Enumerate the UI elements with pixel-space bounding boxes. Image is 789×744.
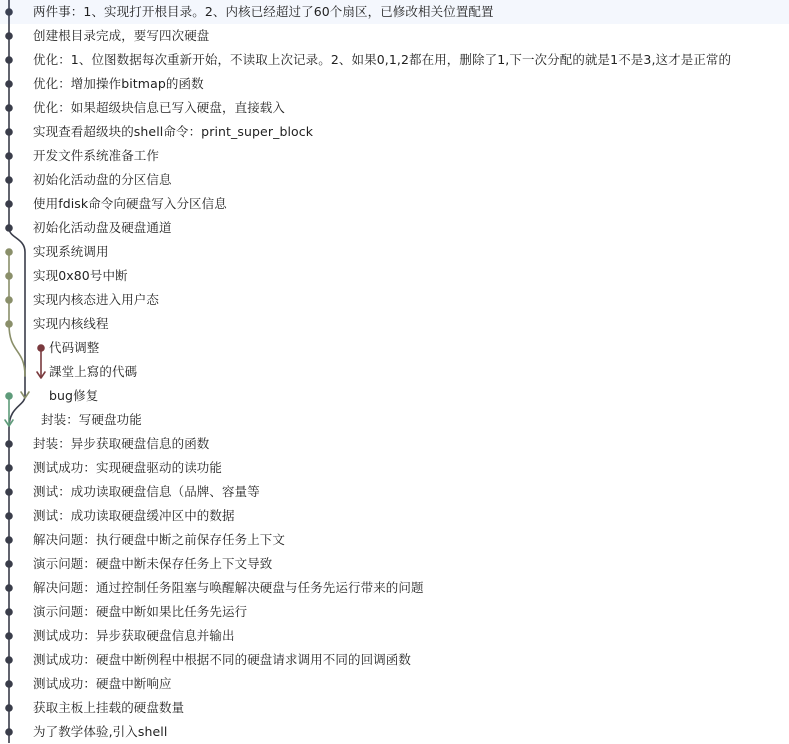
commit-message: 获取主板上挂载的硬盘数量 bbox=[33, 700, 185, 715]
commit-row[interactable] bbox=[0, 696, 789, 720]
commit-row[interactable] bbox=[0, 720, 789, 744]
commit-row[interactable] bbox=[0, 648, 789, 672]
commit-row[interactable] bbox=[0, 144, 789, 168]
commit-message: 创建根目录完成，要写四次硬盘 bbox=[33, 28, 210, 43]
commit-message: 初始化活动盘的分区信息 bbox=[33, 172, 172, 187]
commit-row[interactable] bbox=[0, 480, 789, 504]
commit-message: 实现内核态进入用户态 bbox=[33, 292, 160, 307]
commit-message: 优化：如果超级块信息已写入硬盘，直接载入 bbox=[33, 100, 286, 115]
commit-row[interactable] bbox=[0, 672, 789, 696]
commit-row[interactable] bbox=[0, 240, 789, 264]
commit-row[interactable] bbox=[0, 360, 789, 384]
commit-message: 解决问题：执行硬盘中断之前保存任务上下文 bbox=[33, 532, 286, 547]
commit-message: 为了教学体验,引入shell bbox=[33, 724, 168, 739]
commit-row[interactable] bbox=[0, 48, 789, 72]
commit-message: 实现内核线程 bbox=[33, 316, 109, 331]
commit-message: 代码调整 bbox=[49, 340, 100, 355]
commit-row[interactable] bbox=[0, 72, 789, 96]
commit-message: bug修复 bbox=[49, 388, 99, 403]
commit-row[interactable] bbox=[0, 432, 789, 456]
commit-row[interactable] bbox=[0, 24, 789, 48]
commit-row[interactable] bbox=[0, 264, 789, 288]
commit-row[interactable] bbox=[0, 528, 789, 552]
commit-message: 封装：异步获取硬盘信息的函数 bbox=[33, 436, 210, 451]
commit-message: 使用fdisk命令向硬盘写入分区信息 bbox=[33, 196, 227, 211]
commit-message: 实现查看超级块的shell命令：print_super_block bbox=[33, 124, 314, 139]
commit-row[interactable] bbox=[0, 552, 789, 576]
commit-row[interactable] bbox=[0, 192, 789, 216]
commit-row[interactable] bbox=[0, 408, 789, 432]
commit-message: 两件事：1、实现打开根目录。2、内核已经超过了60个扇区，已修改相关位置配置 bbox=[33, 4, 494, 19]
commit-row[interactable] bbox=[0, 384, 789, 408]
commit-message: 实现系统调用 bbox=[33, 244, 109, 259]
commit-message: 测试成功：实现硬盘驱动的读功能 bbox=[33, 460, 223, 475]
commit-row[interactable] bbox=[0, 288, 789, 312]
commit-message: 测试成功：硬盘中断例程中根据不同的硬盘请求调用不同的回调函数 bbox=[33, 652, 412, 667]
commit-row[interactable] bbox=[0, 96, 789, 120]
commit-row[interactable] bbox=[0, 216, 789, 240]
commit-message: 测试成功：硬盘中断响应 bbox=[33, 676, 172, 691]
commit-message: 开发文件系统准备工作 bbox=[33, 148, 160, 163]
commit-message: 测试：成功读取硬盘缓冲区中的数据 bbox=[33, 508, 235, 523]
commit-row[interactable] bbox=[0, 624, 789, 648]
commit-row[interactable] bbox=[0, 504, 789, 528]
commit-message: 优化：增加操作bitmap的函数 bbox=[33, 76, 204, 91]
commit-message: 課堂上寫的代碼 bbox=[49, 364, 138, 379]
commit-row[interactable] bbox=[0, 456, 789, 480]
commit-row[interactable] bbox=[0, 600, 789, 624]
commit-row[interactable] bbox=[0, 336, 789, 360]
commit-row[interactable] bbox=[0, 576, 789, 600]
commit-row[interactable] bbox=[0, 168, 789, 192]
commit-message: 测试成功：异步获取硬盘信息并输出 bbox=[33, 628, 235, 643]
commit-message: 初始化活动盘及硬盘通道 bbox=[33, 220, 172, 235]
commit-message: 优化：1、位图数据每次重新开始，不读取上次记录。2、如果0,1,2都在用，删除了1,下一次分配的就是1不是3,这才是正常的 bbox=[33, 52, 732, 67]
commit-row[interactable] bbox=[0, 0, 789, 24]
commit-message: 演示问题：硬盘中断未保存任务上下文导致 bbox=[33, 556, 273, 571]
commit-message: 封装：写硬盘功能 bbox=[41, 412, 142, 427]
commit-row[interactable] bbox=[0, 312, 789, 336]
commit-message: 解决问题：通过控制任务阻塞与唤醒解决硬盘与任务先运行带来的问题 bbox=[33, 580, 424, 595]
commit-message: 测试：成功读取硬盘信息（品牌、容量等 bbox=[33, 484, 260, 499]
commit-message: 演示问题：硬盘中断如果比任务先运行 bbox=[33, 604, 248, 619]
commit-row[interactable] bbox=[0, 120, 789, 144]
commit-message: 实现0x80号中断 bbox=[33, 268, 128, 283]
